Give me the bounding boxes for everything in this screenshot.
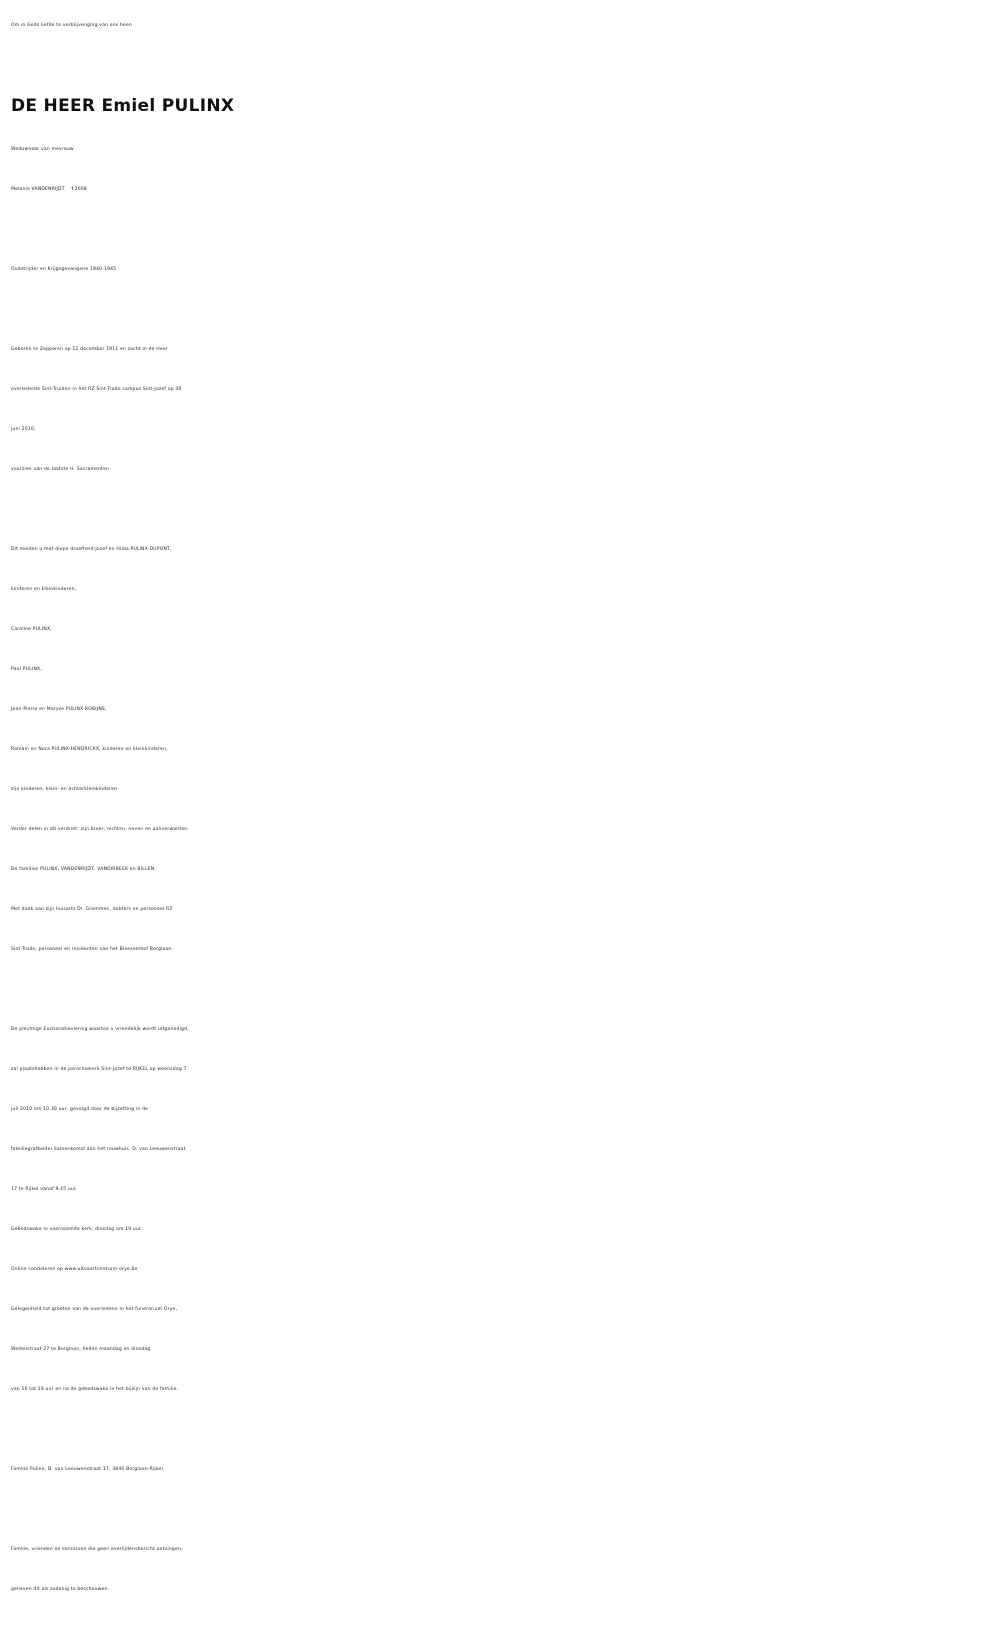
text-line: Familie, vrienden en kennissen die geen overlijdensbericht ontvingen, [11, 1547, 183, 1552]
text-line: overledente Sint-Truiden in het RZ Sint-Trudo campus Sint-Jozef op 30 [11, 387, 182, 392]
family-address: Familie Pulinx, D. van Leeuwenstraat 17, 3840 Borgloon-Rijkel. [11, 1467, 165, 1472]
spacer [11, 1410, 990, 1450]
text-line: Paul PULINX, [11, 667, 42, 672]
text-line: 17 te Rijkel vanaf 9.45 uur. [11, 1187, 78, 1192]
text-line: Wellenstraat 27 te Borgloon, heden maandag en dinsdag [11, 1347, 151, 1352]
text-line: zal plaatshebben in de parochiekerk Sint-Jozef te RIJKEL op woensdag 7 [11, 1067, 187, 1072]
text-line: Gelegenheid tot groeten van de overledene in het funerarium Orye, [11, 1307, 178, 1312]
text-line: kinderen en kleinkinderen, [11, 587, 77, 592]
intro-text: Om in Gods liefde te verblijvenging van ons heen [11, 23, 132, 28]
family-section [11, 530, 990, 970]
spacer [11, 490, 990, 530]
text-line: Caroline PULINX, [11, 627, 52, 632]
text-line: Romain en Nora PULINX-HENDRICKX, kinderen en kleinkinderen, [11, 747, 168, 752]
text-line: De families PULINX, VANDENRIJDT, VANOIRBEEK en BILLEN. [11, 867, 156, 872]
text-line: familiegrafkelder.Samenkomst aan het rouwhuis, D. van Leeuwenstraat [11, 1147, 186, 1152]
text-line: gelieven dit als zodanig te beschouwen. [11, 1587, 110, 1592]
spacer [11, 1490, 990, 1530]
spacer [11, 970, 990, 1010]
condolence-link-line: Online condoleren op www.uitvaartcentrum-orye.be [11, 1267, 138, 1272]
text-line: Met dank aan zijn huisarts Dr. Grommen, dokters en personeel RZ [11, 907, 173, 912]
ceremony-section [11, 1010, 990, 1410]
spouse-name: Melanie VANDENRIJDT [11, 187, 65, 192]
text-line: juni 2010, [11, 427, 36, 432]
text-line: Gebedswake in voornoemde kerk, dinsdag om 19 uur. [11, 1227, 143, 1232]
spouse-line: Weduwnaar van mevrouw [11, 147, 74, 152]
text-line: voorzien van de laatste H. Sacramenten. [11, 467, 111, 472]
text-line: Verder delen in dit verdriet: zijn broer, nichten, neven en aanverwanten. [11, 827, 189, 832]
text-line: Jean-Pierre en Maryse PULINX-ROBIJNS, [11, 707, 107, 712]
birth-death-section [11, 330, 990, 490]
text-line: zijn kinderen, klein- en achterkleinkinderen [11, 787, 118, 792]
text-line: Sint-Trudo, personeel en residenten van het Bloesemhof Borgloon. [11, 947, 174, 952]
spacer [11, 210, 990, 250]
spouse-name-line [11, 170, 990, 210]
cross-icon: ✝ [70, 187, 75, 192]
text-line: Geboren te Zepperen op 12 december 1911 en zacht in de Heer [11, 347, 168, 352]
text-line: van 16 tot 19 uur en na de gebedswake in het bijzijn van de familie. [11, 1387, 179, 1392]
text-line: De plechtige Eucharistieviering waartoe u vriendelijk wordt uitgenodigd, [11, 1027, 189, 1032]
text-line: juli 2010 om 10.30 uur, gevolgd door de bijzetting in de [11, 1107, 149, 1112]
spouse-death-year: 2008 [74, 187, 87, 192]
text-line: Dit melden u met diepe droefheid:Jozef en Hilda PULINX-DUPONT, [11, 547, 172, 552]
deceased-name: DE HEER Emiel PULINX [11, 96, 235, 116]
veteran-text: Oudstrijder en Krijgsgevangene 1940-1945 [11, 267, 117, 272]
spacer [11, 290, 990, 330]
closing-section [11, 1530, 990, 1610]
